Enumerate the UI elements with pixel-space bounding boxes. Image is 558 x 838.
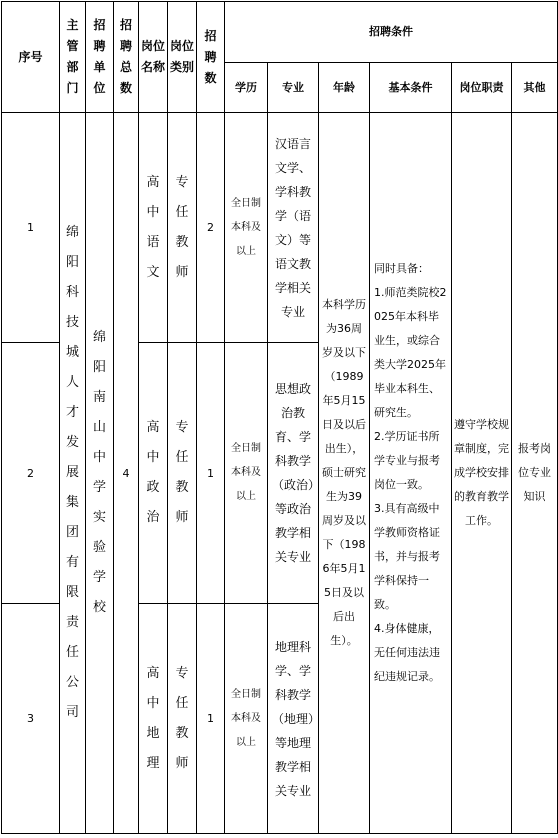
- basic-line: 2.学历证书所学专业与报考岗位一致。: [374, 430, 440, 491]
- row-seq: 1: [2, 113, 60, 343]
- count-cell: 1: [197, 343, 225, 604]
- dept-cell: 绵阳科技城人才发展集团有限责任公司: [60, 113, 86, 834]
- post-name-cell: 高中语文: [139, 113, 168, 343]
- basic-conditions-cell: [370, 113, 452, 834]
- post-name-cell: 高中政治: [139, 343, 168, 604]
- header-count: 招聘数: [197, 2, 225, 113]
- header-age: 年龄: [319, 63, 370, 113]
- major-cell: 思想政治教育、学科教学（政治）等政治教学相关专业: [268, 343, 319, 604]
- other-cell: 报考岗位专业知识: [512, 113, 558, 834]
- header-major: 专业: [268, 63, 319, 113]
- education-cell: 全日制本科及以上: [225, 113, 268, 343]
- header-total: 招聘总数: [114, 2, 139, 113]
- education-cell: 全日制本科及以上: [225, 604, 268, 834]
- header-other: 其他: [512, 63, 558, 113]
- header-education: 学历: [225, 63, 268, 113]
- header-duty: 岗位职责: [452, 63, 512, 113]
- count-cell: 1: [197, 604, 225, 834]
- post-type-cell: 专任教师: [168, 604, 197, 834]
- post-type-cell: 专任教师: [168, 343, 197, 604]
- table-row: [2, 113, 558, 343]
- row-seq: 2: [2, 343, 60, 604]
- basic-line: 同时具备：: [374, 262, 429, 275]
- header-post-name: 岗位名称: [139, 2, 168, 113]
- basic-line: 3.具有高级中学教师资格证书，并与报考学科保持一致。: [374, 502, 440, 611]
- header-dept: 主管部门: [60, 2, 86, 113]
- duty-cell: 遵守学校规章制度，完成学校安排的教育教学工作。: [452, 113, 512, 834]
- unit-cell: 绵阳南山中学实验学校: [86, 113, 114, 834]
- post-type-cell: 专任教师: [168, 113, 197, 343]
- count-cell: 2: [197, 113, 225, 343]
- header-basic: 基本条件: [370, 63, 452, 113]
- post-name-cell: 高中地理: [139, 604, 168, 834]
- row-seq: 3: [2, 604, 60, 834]
- education-cell: 全日制本科及以上: [225, 343, 268, 604]
- major-cell: 汉语言文学、学科教学（语文）等语文教学相关专业: [268, 113, 319, 343]
- header-unit: 招聘单位: [86, 2, 114, 113]
- header-seq: 序号: [2, 2, 60, 113]
- header-post-type: 岗位类别: [168, 2, 197, 113]
- basic-line: 1.师范类院校2025年本科毕业生，或综合类大学2025年毕业本科生、研究生。: [374, 286, 447, 419]
- header-conditions: 招聘条件: [225, 2, 558, 63]
- age-cell: 本科学历为36周岁及以下（1989年5月15日及以后出生），硕士研究生为39周岁及以下（1986年5月15日及以后出生）。: [319, 113, 370, 834]
- basic-line: 4.身体健康，无任何违法违纪违规记录。: [374, 622, 440, 683]
- total-cell: 4: [114, 113, 139, 834]
- major-cell: 地理科学、学科教学（地理）等地理教学相关专业: [268, 604, 319, 834]
- recruitment-table: [1, 1, 558, 834]
